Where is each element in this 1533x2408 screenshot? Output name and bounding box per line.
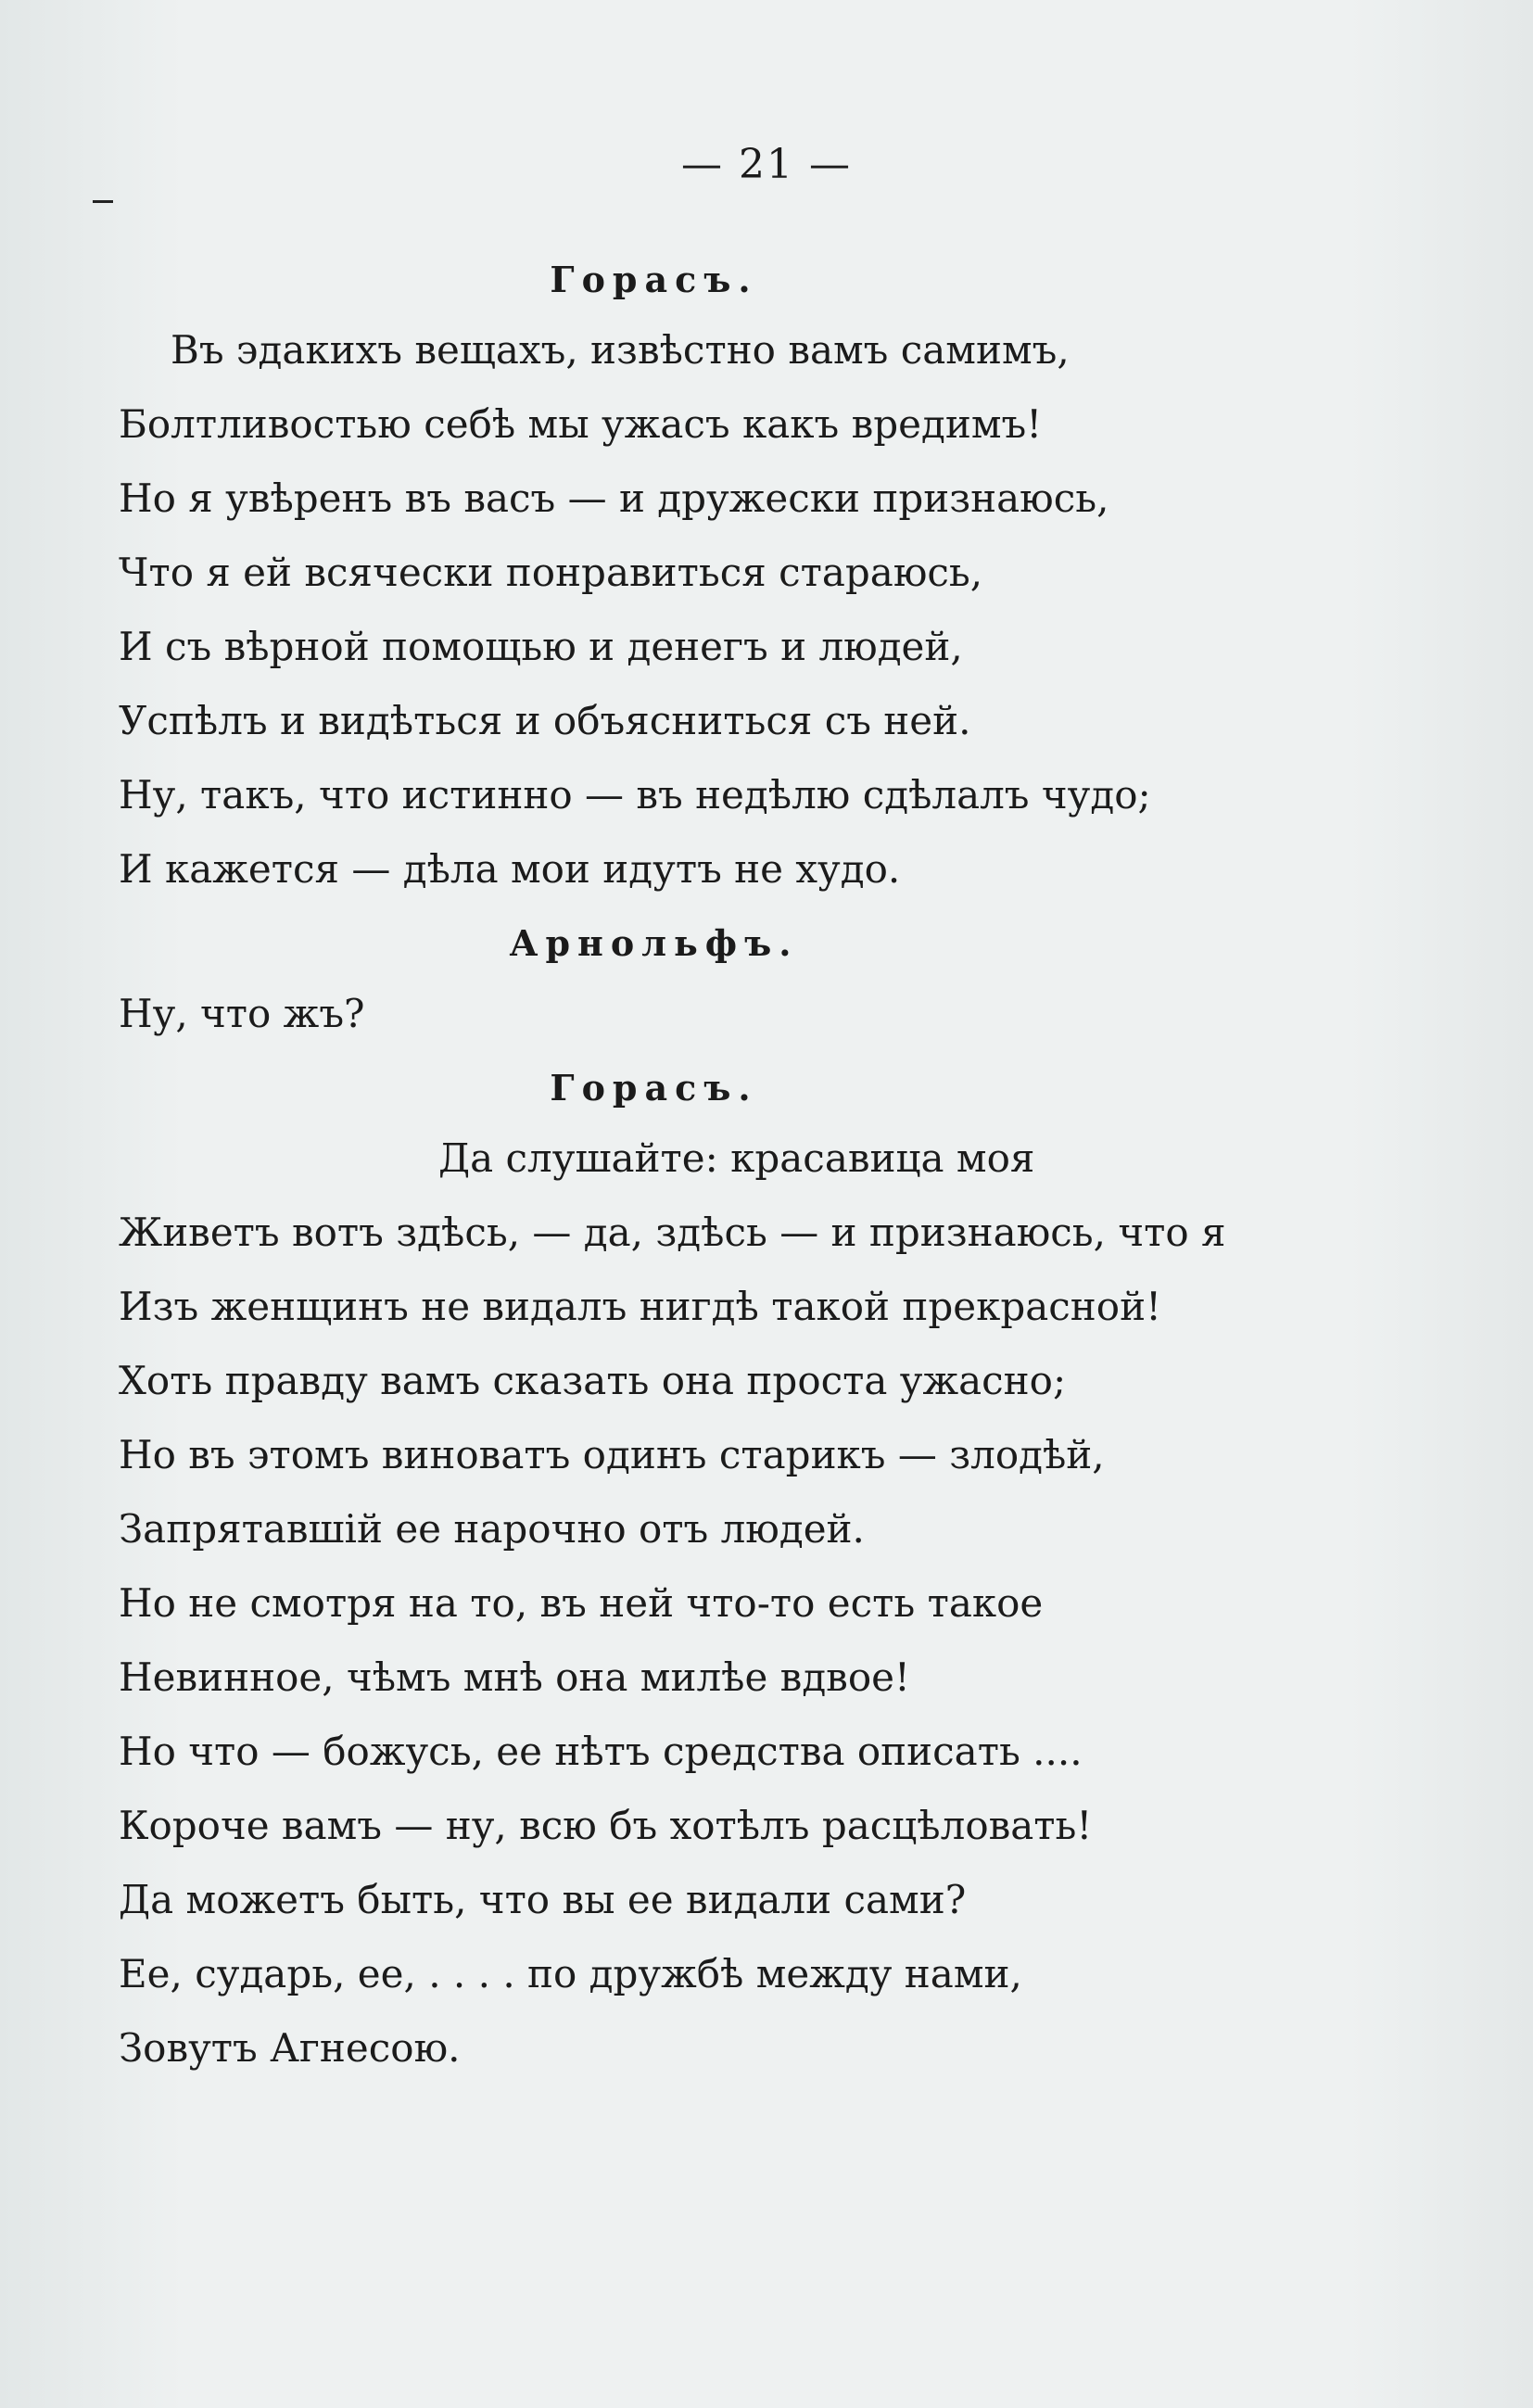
verse-line: Живетъ вотъ здѣсь, — да, здѣсь — и признаюсь, что я	[119, 1210, 1226, 1255]
verse-line: Ну, такъ, что истинно — въ недѣлю сдѣлалъ чудо;	[119, 772, 1151, 817]
verse-line: Да можетъ быть, что вы ее видали сами?	[119, 1877, 967, 1922]
verse-line: Хоть правду вамъ сказать она проста ужасно;	[119, 1358, 1067, 1403]
play-text	[119, 243, 1416, 2085]
verse-line: И съ вѣрной помощью и денегъ и людей,	[119, 624, 963, 669]
verse-line: Что я ей всячески понравиться стараюсь,	[119, 550, 983, 595]
verse-line: Успѣлъ и видѣться и объясниться съ ней.	[119, 698, 971, 743]
verse-line: Изъ женщинъ не видалъ нигдѣ такой прекрасной!	[119, 1284, 1161, 1329]
speaker-name: Горасъ.	[550, 259, 758, 300]
verse-line: Невинное, чѣмъ мнѣ она милѣе вдвое!	[119, 1654, 910, 1700]
verse-line: Ее, сударь, ее, . . . . по дружбѣ между нами,	[119, 1951, 1022, 1996]
verse-line: Болтливостью себѣ мы ужасъ какъ вредимъ!	[119, 401, 1043, 447]
verse-line: Но не смотря на то, въ ней что-то есть такое	[119, 1580, 1044, 1626]
verse-line: Зовутъ Агнесою.	[119, 2025, 461, 2071]
verse-line: Короче вамъ — ну, всю бъ хотѣлъ расцѣловать!	[119, 1803, 1093, 1848]
verse-line: Въ эдакихъ вещахъ, извѣстно вамъ самимъ,	[171, 327, 1070, 373]
margin-mark	[93, 200, 113, 203]
verse-line: Да слушайте: красавица моя	[438, 1135, 1035, 1181]
verse-line: Запрятавшій ее нарочно отъ людей.	[119, 1506, 865, 1552]
verse-line: Но въ этомъ виноватъ одинъ старикъ — злодѣй,	[119, 1432, 1105, 1477]
verse-line: Но что — божусь, ее нѣтъ средства описать ....	[119, 1729, 1083, 1774]
verse-line: Ну, что жъ?	[119, 991, 365, 1036]
speaker-name: Горасъ.	[550, 1067, 758, 1109]
verse-line: И кажется — дѣла мои идутъ не худо.	[119, 846, 901, 892]
verse-line: Но я увѣренъ въ васъ — и дружески признаюсь,	[119, 475, 1109, 521]
page-number: — 21 —	[681, 141, 852, 188]
speaker-name: Арнольфъ.	[509, 922, 799, 964]
